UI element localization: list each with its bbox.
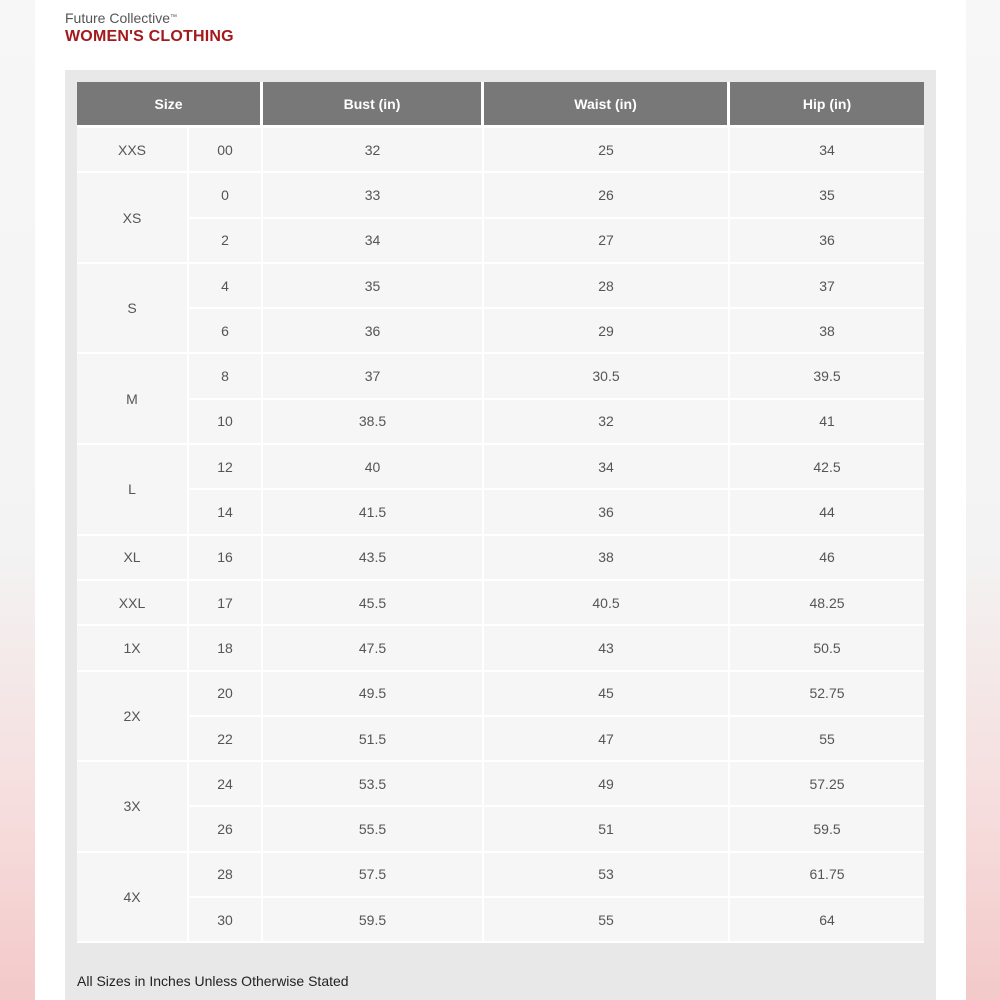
hip-cell: 36	[730, 219, 924, 264]
numeric-size-cell: 28	[189, 853, 263, 898]
table-row	[77, 898, 924, 943]
bust-cell: 47.5	[263, 626, 484, 671]
bust-cell: 43.5	[263, 536, 484, 581]
table-body	[77, 128, 924, 943]
numeric-size-cell: 10	[189, 400, 263, 445]
waist-cell: 36	[484, 490, 730, 535]
numeric-size-cell: 0	[189, 173, 263, 218]
bust-cell: 40	[263, 445, 484, 490]
bust-cell: 32	[263, 128, 484, 173]
waist-cell: 25	[484, 128, 730, 173]
table-row	[77, 173, 924, 218]
table-header-row	[77, 82, 924, 128]
hip-cell: 46	[730, 536, 924, 581]
letter-size-cell: XXS	[77, 128, 189, 173]
numeric-size-cell: 6	[189, 309, 263, 354]
table-row	[77, 400, 924, 445]
letter-size-cell: 1X	[77, 626, 189, 671]
trademark-symbol: ™	[170, 14, 178, 21]
table-row	[77, 626, 924, 671]
hip-cell: 38	[730, 309, 924, 354]
bust-cell: 34	[263, 219, 484, 264]
letter-size-cell: 3X	[77, 762, 189, 853]
hip-cell: 64	[730, 898, 924, 943]
numeric-size-cell: 8	[189, 354, 263, 399]
table-row	[77, 807, 924, 852]
size-chart	[77, 82, 924, 989]
numeric-size-cell: 14	[189, 490, 263, 535]
brand-block	[65, 10, 234, 46]
letter-size-cell: L	[77, 445, 189, 536]
table-row	[77, 219, 924, 264]
hip-cell: 41	[730, 400, 924, 445]
hip-cell: 59.5	[730, 807, 924, 852]
brand-name-text: Future Collective	[65, 10, 171, 26]
letter-size-cell: M	[77, 354, 189, 445]
hip-cell: 52.75	[730, 672, 924, 717]
bust-cell: 55.5	[263, 807, 484, 852]
footnote: All Sizes in Inches Unless Otherwise Stated	[77, 973, 349, 989]
hip-cell: 39.5	[730, 354, 924, 399]
numeric-size-cell: 26	[189, 807, 263, 852]
bust-cell: 59.5	[263, 898, 484, 943]
bust-cell: 33	[263, 173, 484, 218]
table-row	[77, 445, 924, 490]
header-hip: Hip (in)	[730, 82, 924, 128]
bust-cell: 38.5	[263, 400, 484, 445]
waist-cell: 55	[484, 898, 730, 943]
waist-cell: 43	[484, 626, 730, 671]
numeric-size-cell: 18	[189, 626, 263, 671]
waist-cell: 29	[484, 309, 730, 354]
table-row	[77, 309, 924, 354]
waist-cell: 34	[484, 445, 730, 490]
bust-cell: 35	[263, 264, 484, 309]
bust-cell: 51.5	[263, 717, 484, 762]
numeric-size-cell: 30	[189, 898, 263, 943]
numeric-size-cell: 16	[189, 536, 263, 581]
waist-cell: 38	[484, 536, 730, 581]
numeric-size-cell: 17	[189, 581, 263, 626]
waist-cell: 40.5	[484, 581, 730, 626]
letter-size-cell: 4X	[77, 853, 189, 944]
waist-cell: 27	[484, 219, 730, 264]
bust-cell: 41.5	[263, 490, 484, 535]
table-row	[77, 128, 924, 173]
waist-cell: 47	[484, 717, 730, 762]
hip-cell: 34	[730, 128, 924, 173]
category-title: WOMEN'S CLOTHING	[65, 28, 234, 45]
numeric-size-cell: 12	[189, 445, 263, 490]
waist-cell: 28	[484, 264, 730, 309]
header-waist: Waist (in)	[484, 82, 730, 128]
numeric-size-cell: 20	[189, 672, 263, 717]
size-chart-page	[35, 0, 966, 1000]
letter-size-cell: XS	[77, 173, 189, 264]
table-row	[77, 672, 924, 717]
numeric-size-cell: 2	[189, 219, 263, 264]
table-row	[77, 354, 924, 399]
bust-cell: 36	[263, 309, 484, 354]
numeric-size-cell: 22	[189, 717, 263, 762]
hip-cell: 35	[730, 173, 924, 218]
table-row	[77, 581, 924, 626]
waist-cell: 26	[484, 173, 730, 218]
hip-cell: 61.75	[730, 853, 924, 898]
hip-cell: 42.5	[730, 445, 924, 490]
bust-cell: 37	[263, 354, 484, 399]
hip-cell: 44	[730, 490, 924, 535]
letter-size-cell: S	[77, 264, 189, 355]
table-row	[77, 490, 924, 535]
bust-cell: 49.5	[263, 672, 484, 717]
waist-cell: 51	[484, 807, 730, 852]
header-size: Size	[77, 82, 263, 128]
table-row	[77, 264, 924, 309]
hip-cell: 55	[730, 717, 924, 762]
hip-cell: 57.25	[730, 762, 924, 807]
hip-cell: 37	[730, 264, 924, 309]
numeric-size-cell: 00	[189, 128, 263, 173]
brand-name	[65, 10, 234, 27]
bust-cell: 53.5	[263, 762, 484, 807]
letter-size-cell: XL	[77, 536, 189, 581]
letter-size-cell: XXL	[77, 581, 189, 626]
numeric-size-cell: 24	[189, 762, 263, 807]
hip-cell: 48.25	[730, 581, 924, 626]
letter-size-cell: 2X	[77, 672, 189, 763]
waist-cell: 32	[484, 400, 730, 445]
table-row	[77, 762, 924, 807]
bust-cell: 45.5	[263, 581, 484, 626]
hip-cell: 50.5	[730, 626, 924, 671]
size-table	[77, 82, 924, 943]
waist-cell: 53	[484, 853, 730, 898]
table-row	[77, 536, 924, 581]
waist-cell: 30.5	[484, 354, 730, 399]
table-row	[77, 717, 924, 762]
waist-cell: 45	[484, 672, 730, 717]
header-bust: Bust (in)	[263, 82, 484, 128]
numeric-size-cell: 4	[189, 264, 263, 309]
bust-cell: 57.5	[263, 853, 484, 898]
table-row	[77, 853, 924, 898]
size-chart-panel	[65, 70, 936, 1000]
waist-cell: 49	[484, 762, 730, 807]
